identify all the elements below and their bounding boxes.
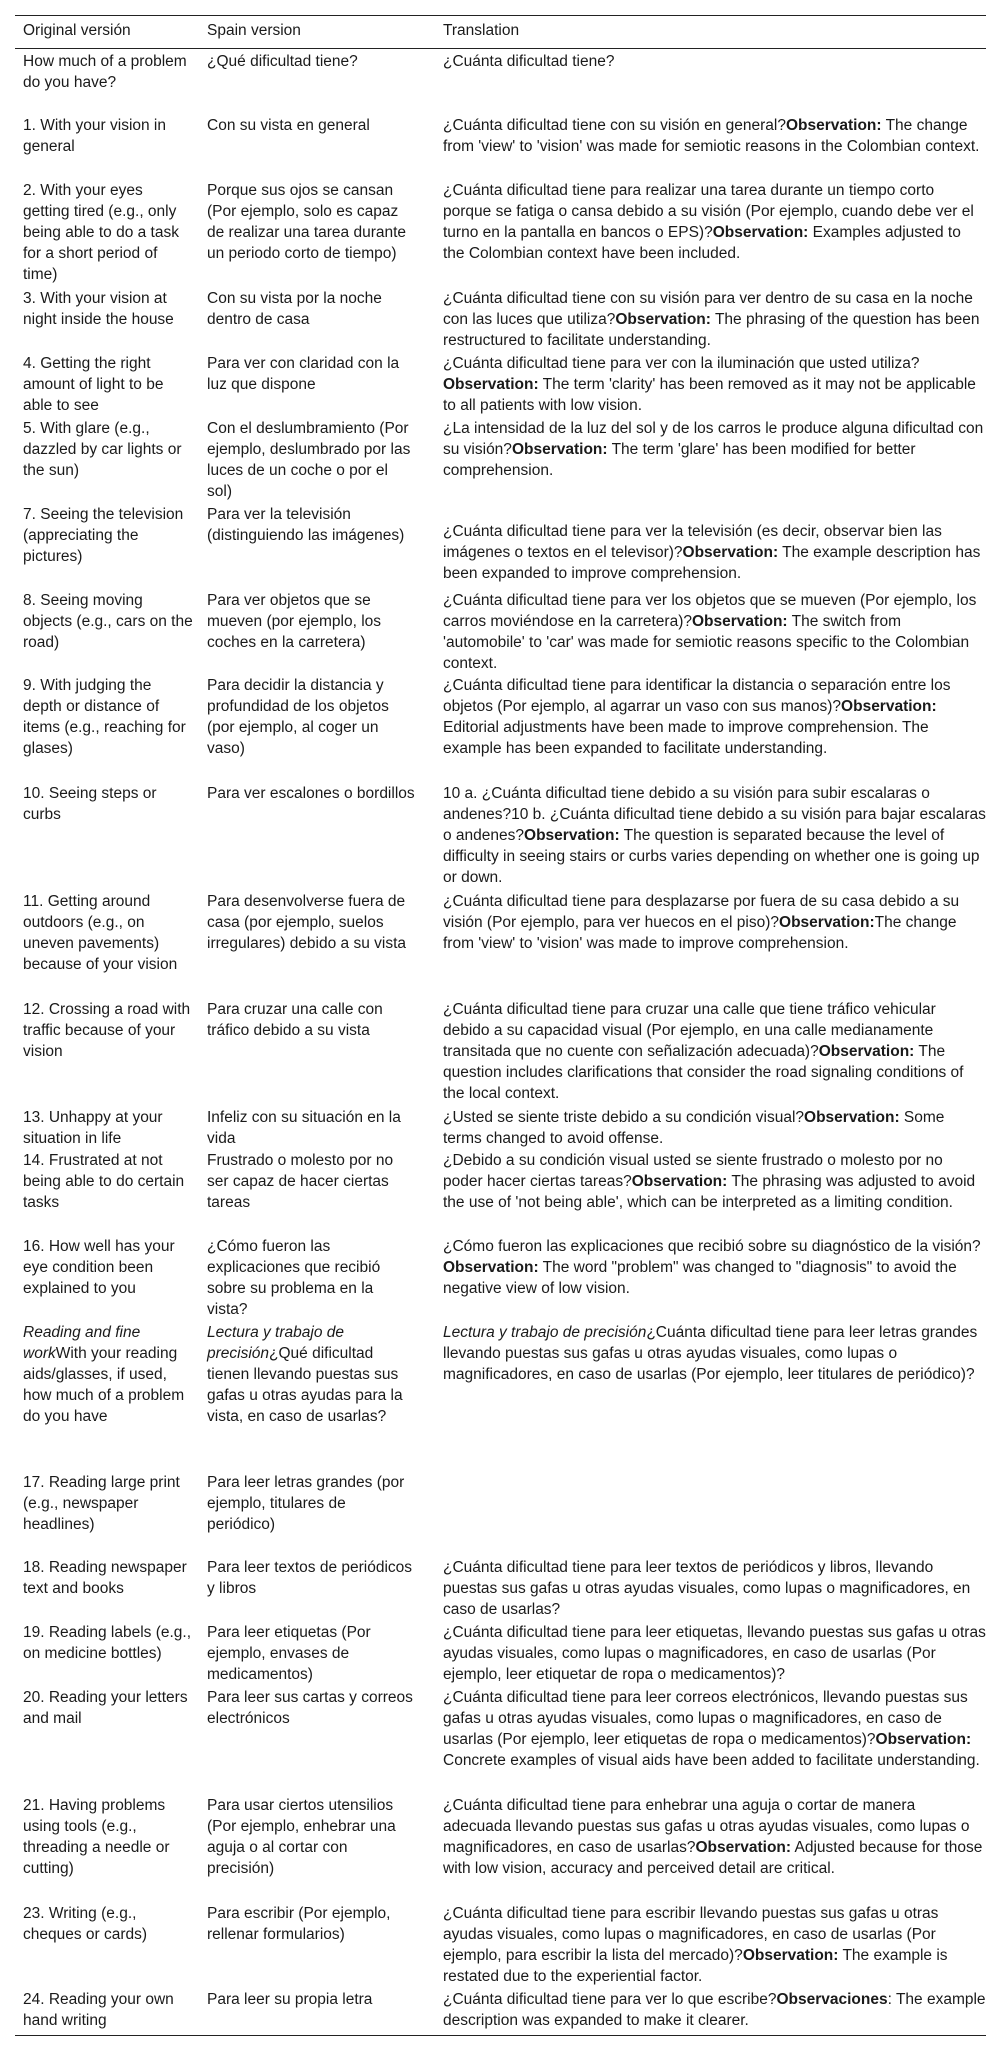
spain-cell: Para ver con claridad con la luz que dispone <box>207 355 400 393</box>
header-translation: Translation <box>443 22 520 39</box>
translation-text: ¿Cuánta dificultad tiene? <box>443 53 615 70</box>
observation-label: Observation: <box>615 311 711 328</box>
translation-cell <box>443 1989 986 2031</box>
original-cell: 12. Crossing a road with traffic because of your vision <box>23 1001 191 1060</box>
observation-label: Observation: <box>695 1839 792 1856</box>
original-cell: 17. Reading large print (e.g., newspaper headlines) <box>23 1474 180 1533</box>
spain-cell: Para ver objetos que se mueven (por ejemplo, los coches en la carretera) <box>207 592 382 651</box>
observation-label: Observation: <box>818 1043 915 1060</box>
original-cell: 24. Reading your own hand writing <box>23 1991 174 2029</box>
spain-cell: Para leer etiquetas (Por ejemplo, envases de medicamentos) <box>207 1624 371 1683</box>
original-cell: 11. Getting around outdoors (e.g., on uneven pavements) because of your vision <box>23 893 178 973</box>
observation-label: Observation: <box>443 376 539 393</box>
original-cell: 23. Writing (e.g., cheques or cards) <box>23 1905 148 1943</box>
original-cell: 21. Having problems using tools (e.g., threading a needle or cutting) <box>23 1797 170 1877</box>
observation-text: The change from 'view' to 'vision' was made to improve comprehension. <box>443 914 957 952</box>
translation-cell <box>443 1322 986 1385</box>
observation-text: Concrete examples of visual aids have been added to facilitate understanding. <box>443 1752 980 1769</box>
original-cell: 1. With your vision in general <box>23 117 166 155</box>
translation-text: ¿Cuánta dificultad tiene para leer correos electrónicos, llevando puestas sus gafas u otras ayudas visuales, como lupas o magnificadores, en caso de usarlas (Por ejemplo, leer etiquetas de ropa o medicamentos)? <box>443 1689 968 1748</box>
spain-cell: Para ver la televisión (distinguiendo las imágenes) <box>207 506 405 544</box>
spain-cell: Para escribir (Por ejemplo, rellenar formularios) <box>207 1905 391 1943</box>
translation-text: ¿Cuánta dificultad tiene para cruzar una calle que tiene tráfico vehicular debido a su capacidad visual (Por ejemplo, en una calle medianamente transitada que no cuente con señalización adecuada)? <box>443 1001 936 1060</box>
spain-cell: Para ver escalones o bordillos <box>207 785 415 802</box>
translation-text: ¿Cuánta dificultad tiene para realizar una tarea durante un tiempo corto porque se fatiga o cansa debido a su visión (Por ejemplo, cuando debe ver el turno en la pantalla en bancos o EPS)? <box>443 182 974 241</box>
spain-cell: Infeliz con su situación en la vida <box>207 1109 401 1147</box>
spain-cell: Para desenvolverse fuera de casa (por ejemplo, suelos irregulares) debido a su vista <box>207 893 407 952</box>
section-title: Lectura y trabajo de precisión <box>207 1324 345 1362</box>
spain-cell: Para usar ciertos utensilios (Por ejemplo, enhebrar una aguja o al cortar con precisión) <box>207 1797 396 1877</box>
observation-text: Examples adjusted to the Colombian context have been included. <box>443 224 961 262</box>
observation-text: The question is separated because the level of difficulty in seeing stairs or curbs varies depending on whether one is going up or down. <box>443 827 980 886</box>
spain-cell: Frustrado o molesto por no ser capaz de hacer ciertas tareas <box>207 1152 394 1211</box>
observation-label: Observaciones <box>776 1991 888 2008</box>
translation-cell <box>443 1903 986 1987</box>
translation-cell <box>443 521 986 584</box>
spain-cell: Para leer su propia letra <box>207 1991 373 2008</box>
translation-text: ¿Cuánta dificultad tiene para ver lo que escribe? <box>443 1991 777 2008</box>
spain-cell: Con el deslumbramiento (Por ejemplo, deslumbrado por las luces de un coche o por el sol) <box>207 420 411 500</box>
observation-label: Observation: <box>511 441 608 458</box>
original-cell: 9. With judging the depth or distance of items (e.g., reaching for glases) <box>23 677 186 757</box>
original-cell: 4. Getting the right amount of light to be able to see <box>23 355 164 414</box>
translation-text: ¿Cuánta dificultad tiene para identificar la distancia o separación entre los objetos (Por ejemplo, al agarrar un vaso con sus manos)? <box>443 677 951 715</box>
translation-cell <box>443 115 986 157</box>
translation-text: ¿Cuánta dificultad tiene para escribir llevando puestas sus gafas u otras ayudas visuales, como lupas o magnificadores, en caso de usarlas (Por ejemplo, para escribir la lista del mercado)? <box>443 1905 939 1964</box>
original-cell: 7. Seeing the television (appreciating the pictures) <box>23 506 184 565</box>
observation-text: The word "problem" was changed to "diagnosis" to avoid the negative view of low vision. <box>443 1259 957 1297</box>
translation-text: ¿Cómo fueron las explicaciones que recibió sobre su diagnóstico de la visión? <box>443 1238 981 1255</box>
header-rule <box>15 48 986 49</box>
observation-label: Observation: <box>443 1259 539 1276</box>
spain-cell: Con su vista en general <box>207 117 370 134</box>
observation-text: Editorial adjustments have been made to improve comprehension. The example has been expanded to facilitate understanding. <box>443 719 929 757</box>
translation-cell <box>443 1236 986 1299</box>
observation-label: Observation: <box>875 1731 972 1748</box>
original-cell <box>23 1322 193 1427</box>
translation-cell <box>443 1107 986 1149</box>
observation-text: The term 'glare' has been modified for better comprehension. <box>443 441 916 479</box>
observation-text: The phrasing of the question has been restructured to facilitate understanding. <box>443 311 980 349</box>
observation-label: Observation: <box>841 698 937 715</box>
translation-text: ¿Cuánta dificultad tiene para ver los objetos que se mueven (Por ejemplo, los carros moviéndose en la carretera)? <box>443 592 977 630</box>
spain-cell: Para decidir la distancia y profundidad de los objetos (por ejemplo, al coger un vaso) <box>207 677 389 757</box>
observation-label: Observation: <box>524 827 620 844</box>
header-spain: Spain version <box>207 22 301 39</box>
original-cell: 3. With your vision at night inside the house <box>23 290 174 328</box>
original-cell: 13. Unhappy at your situation in life <box>23 1109 163 1147</box>
spain-cell: ¿Cómo fueron las explicaciones que recibió sobre su problema en la vista? <box>207 1238 381 1318</box>
observation-text: : The example description was expanded to make it clearer. <box>443 1991 986 2029</box>
original-cell: 20. Reading your letters and mail <box>23 1689 188 1727</box>
table-bottom-rule <box>15 2035 986 2036</box>
translation-text: ¿Cuánta dificultad tiene para desplazarse por fuera de su casa debido a su visión (Por ejemplo, para ver huecos en el piso)? <box>443 893 960 931</box>
translation-cell <box>443 180 986 264</box>
observation-label: Observation: <box>804 1109 900 1126</box>
original-cell: How much of a problem do you have? <box>23 53 187 91</box>
spain-cell: Para cruzar una calle con tráfico debido a su vista <box>207 1001 383 1039</box>
original-cell: 5. With glare (e.g., dazzled by car lights or the sun) <box>23 420 182 479</box>
table-top-rule <box>15 15 986 16</box>
original-cell: 10. Seeing steps or curbs <box>23 785 157 823</box>
observation-label: Observation: <box>742 1947 839 1964</box>
spain-text: ¿Qué dificultad tienen llevando puestas sus gafas u otras ayudas para la vista, en caso de usarlas? <box>207 1345 403 1425</box>
translation-text: ¿La intensidad de la luz del sol y de los carros le produce alguna dificultad con su visión? <box>443 420 984 458</box>
translation-text: ¿Cuánta dificultad tiene para ver con la iluminación que usted utiliza? <box>443 355 920 372</box>
observation-text: The example is restated due to the experiential factor. <box>443 1947 948 1985</box>
observation-label: Observation: <box>691 613 788 630</box>
translation-text: ¿Cuánta dificultad tiene para enhebrar una aguja o cortar de manera adecuada llevando puestas sus gafas u otras ayudas visuales, como lupas o magnificadores, en caso de usarlas? <box>443 1797 970 1856</box>
original-text: With your reading aids/glasses, if used, how much of a problem do you have <box>23 1345 185 1425</box>
original-cell: 18. Reading newspaper text and books <box>23 1559 187 1597</box>
translation-cell <box>443 418 986 481</box>
translation-cell <box>443 1687 986 1771</box>
spain-cell: ¿Qué dificultad tiene? <box>207 53 358 70</box>
translation-cell: ¿Cuánta dificultad tiene para leer etiquetas, llevando puestas sus gafas u otras ayudas visuales, como lupas o magnificadores, en caso de usarlas (Por ejemplo, leer etiquetar de ropa o medicamentos)? <box>443 1624 986 1683</box>
observation-text: The example description has been expanded to improve comprehension. <box>443 544 981 582</box>
original-cell: 14. Frustrated at not being able to do certain tasks <box>23 1152 185 1211</box>
spain-cell: Para leer textos de periódicos y libros <box>207 1559 413 1597</box>
translation-text: ¿Cuánta dificultad tiene para ver la televisión (es decir, observar bien las imágenes o textos en el televisor)? <box>443 523 942 561</box>
observation-text: The phrasing was adjusted to avoid the use of 'not being able', which can be interpreted as a limiting condition. <box>443 1173 976 1211</box>
translation-cell <box>443 1795 986 1879</box>
observation-text: The change from 'view' to 'vision' was made for semiotic reasons in the Colombian context. <box>443 117 980 155</box>
translation-text: ¿Debido a su condición visual usted se siente frustrado o molesto por no poder hacer ciertas tareas? <box>443 1152 943 1190</box>
observation-label: Observation: <box>779 914 875 931</box>
observation-text: The term 'clarity' has been removed as it may not be applicable to all patients with low vision. <box>443 376 976 414</box>
translation-cell <box>443 675 986 759</box>
original-cell: 8. Seeing moving objects (e.g., cars on the road) <box>23 592 193 651</box>
translation-cell <box>443 51 986 72</box>
observation-label: Observation: <box>682 544 779 561</box>
observation-text: Adjusted because for those with low vision, accuracy and perceived detail are critical. <box>443 1839 983 1877</box>
translation-text: ¿Cuánta dificultad tiene con su visión para ver dentro de su casa en la noche con las luces que utiliza? <box>443 290 973 328</box>
translation-cell <box>443 999 986 1104</box>
translation-text: 10 a. ¿Cuánta dificultad tiene debido a su visión para subir escalaras o andenes?10 b. ¿Cuánta dificultad tiene debido a su visión para bajar escalaras o andenes? <box>443 785 986 844</box>
observation-text: The question includes clarifications that consider the road signaling conditions of the local context. <box>443 1043 964 1102</box>
translation-cell <box>443 590 986 674</box>
original-cell: 19. Reading labels (e.g., on medicine bottles) <box>23 1624 192 1662</box>
spain-cell: Con su vista por la noche dentro de casa <box>207 290 382 328</box>
observation-label: Observation: <box>785 117 882 134</box>
original-cell: 16. How well has your eye condition been explained to you <box>23 1238 175 1297</box>
observation-label: Observation: <box>712 224 809 241</box>
section-title: Reading and fine work <box>23 1324 141 1362</box>
spain-cell: Porque sus ojos se cansan (Por ejemplo, solo es capaz de realizar una tarea durante un periodo corto de tiempo) <box>207 182 407 262</box>
section-title: Lectura y trabajo de precisión <box>443 1324 647 1341</box>
header-original: Original versión <box>23 22 131 39</box>
spain-cell: Para leer letras grandes (por ejemplo, titulares de periódico) <box>207 1474 405 1533</box>
translation-text: ¿Cuánta dificultad tiene con su visión en general? <box>443 117 786 134</box>
translation-text: ¿Usted se siente triste debido a su condición visual? <box>443 1109 805 1126</box>
spain-cell <box>207 1322 415 1427</box>
observation-text: Some terms changed to avoid offense. <box>443 1109 945 1147</box>
spain-cell: Para leer sus cartas y correos electrónicos <box>207 1689 413 1727</box>
translation-cell <box>443 783 986 888</box>
translation-cell <box>443 891 986 954</box>
translation-cell: ¿Cuánta dificultad tiene para leer textos de periódicos y libros, llevando puestas sus gafas u otras ayudas visuales, como lupas o magnificadores, en caso de usarlas? <box>443 1559 971 1618</box>
translation-cell <box>443 288 986 351</box>
translation-cell <box>443 1150 986 1213</box>
observation-label: Observation: <box>631 1173 728 1190</box>
translation-text: ¿Cuánta dificultad tiene para leer letras grandes llevando puestas sus gafas u otras ayudas visuales, como lupas o magnificadores, en caso de usarlas (Por ejemplo, leer titulares de periódico)? <box>443 1324 978 1383</box>
observation-text: The switch from 'automobile' to 'car' was made for semiotic reasons specific to the Colombian context. <box>443 613 970 672</box>
translation-cell <box>443 353 986 416</box>
original-cell: 2. With your eyes getting tired (e.g., only being able to do a task for a short period of time) <box>23 182 179 283</box>
